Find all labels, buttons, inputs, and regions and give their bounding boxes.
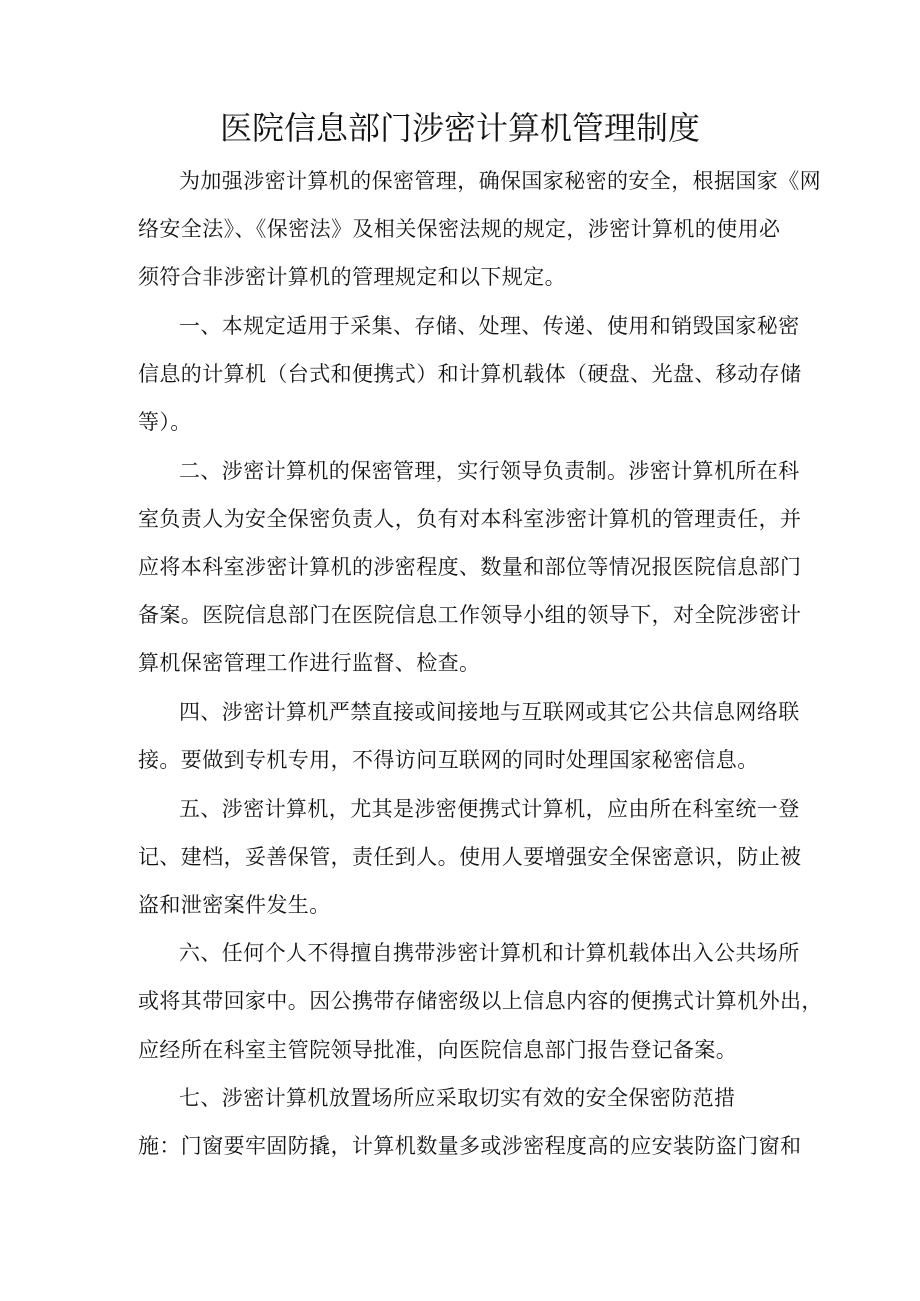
- paragraph-line: 信息的计算机（台式和便携式）和计算机载体（硬盘、光盘、移动存储: [138, 362, 802, 386]
- document-title: 医院信息部门涉密计算机管理制度: [219, 109, 700, 147]
- paragraph-line: 接。要做到专机专用，不得访问互联网的同时处理国家秘密信息。: [138, 748, 759, 772]
- paragraph-line: 算机保密管理工作进行监督、检查。: [138, 651, 481, 675]
- paragraph-line: 六、任何个人不得擅自携带涉密计算机和计算机载体出入公共场所: [179, 941, 800, 965]
- paragraph-line: 络安全法》、《保密法》及相关保密法规的规定，涉密计算机的使用必: [138, 217, 781, 241]
- paragraph-line: 一、本规定适用于采集、存储、处理、传递、使用和销毁国家秘密: [179, 314, 800, 338]
- paragraph-line: 二、涉密计算机的保密管理，实行领导负责制。涉密计算机所在科: [179, 459, 800, 483]
- paragraph-line: 七、涉密计算机放置场所应采取切实有效的安全保密防范措: [179, 1086, 736, 1110]
- paragraph-line: 或将其带回家中。因公携带存储密级以上信息内容的便携式计算机外出，: [138, 989, 823, 1013]
- paragraph-line: 等）。: [138, 410, 192, 434]
- paragraph-line: 应经所在科室主管院领导批准，向医院信息部门报告登记备案。: [138, 1038, 738, 1062]
- paragraph-line: 记、建档，妥善保管，责任到人。使用人要增强安全保密意识，防止被: [138, 845, 802, 869]
- paragraph-line: 为加强涉密计算机的保密管理，确保国家秘密的安全，根据国家《网: [179, 169, 821, 193]
- paragraph-line: 须符合非涉密计算机的管理规定和以下规定。: [138, 265, 566, 289]
- paragraph-line: 五、涉密计算机，尤其是涉密便携式计算机，应由所在科室统一登: [179, 797, 800, 821]
- paragraph-line: 施：门窗要牢固防撬，计算机数量多或涉密程度高的应安装防盗门窗和: [138, 1134, 802, 1158]
- paragraph-line: 应将本科室涉密计算机的涉密程度、数量和部位等情况报医院信息部门: [138, 555, 802, 579]
- paragraph-line: 室负责人为安全保密负责人，负有对本科室涉密计算机的管理责任，并: [138, 507, 802, 531]
- paragraph-line: 备案。医院信息部门在医院信息工作领导小组的领导下，对全院涉密计: [138, 603, 802, 627]
- paragraph-line: 四、涉密计算机严禁直接或间接地与互联网或其它公共信息网络联: [179, 700, 800, 724]
- paragraph-line: 盗和泄密案件发生。: [138, 893, 331, 917]
